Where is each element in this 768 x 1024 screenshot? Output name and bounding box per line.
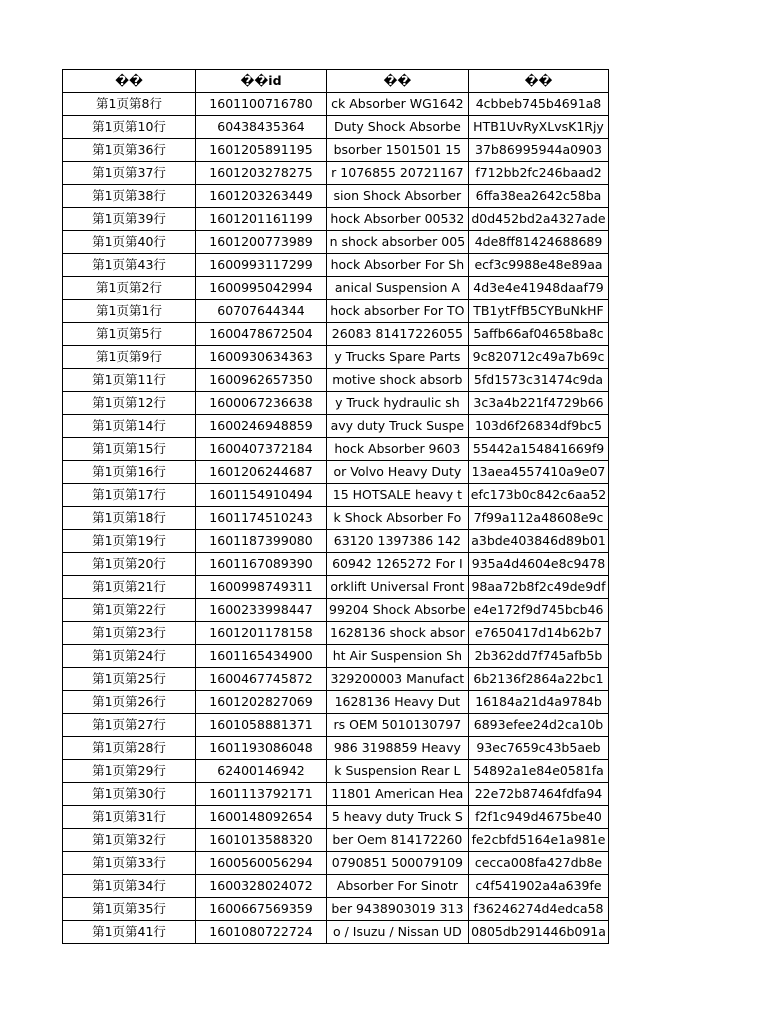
cell-image-key: 3c3a4b221f4729b66 <box>468 392 609 415</box>
cell-image-key: 6b2136f2864a22bc1 <box>468 668 609 691</box>
cell-id: 1600998749311 <box>196 576 327 599</box>
cell-position: 第1页第18行 <box>63 507 196 530</box>
cell-id: 1601205891195 <box>196 139 327 162</box>
cell-position: 第1页第14行 <box>63 415 196 438</box>
cell-title: hock Absorber 00532 <box>327 208 469 231</box>
cell-title: y Truck hydraulic sh <box>327 392 469 415</box>
cell-id: 1600993117299 <box>196 254 327 277</box>
table-row <box>63 806 609 829</box>
cell-position: 第1页第11行 <box>63 369 196 392</box>
cell-image-key: 54892a1e84e0581fa <box>468 760 609 783</box>
cell-id: 1600246948859 <box>196 415 327 438</box>
cell-image-key: f36246274d4edca58 <box>468 898 609 921</box>
table-row <box>63 254 609 277</box>
table-row <box>63 507 609 530</box>
cell-id: 1600930634363 <box>196 346 327 369</box>
cell-position: 第1页第8行 <box>63 93 196 116</box>
cell-title: ht Air Suspension Sh <box>327 645 469 668</box>
cell-position: 第1页第10行 <box>63 116 196 139</box>
cell-title: 5 heavy duty Truck S <box>327 806 469 829</box>
cell-title: r 1076855 20721167 <box>327 162 469 185</box>
cell-id: 1601187399080 <box>196 530 327 553</box>
cell-image-key: 93ec7659c43b5aeb <box>468 737 609 760</box>
table-row <box>63 898 609 921</box>
table-row <box>63 553 609 576</box>
cell-position: 第1页第34行 <box>63 875 196 898</box>
table-row <box>63 415 609 438</box>
cell-position: 第1页第43行 <box>63 254 196 277</box>
cell-id: 1601100716780 <box>196 93 327 116</box>
table-row <box>63 93 609 116</box>
cell-image-key: 55442a154841669f9 <box>468 438 609 461</box>
cell-title: rs OEM 5010130797 <box>327 714 469 737</box>
cell-title: orklift Universal Front <box>327 576 469 599</box>
cell-image-key: cecca008fa427db8e <box>468 852 609 875</box>
cell-position: 第1页第22行 <box>63 599 196 622</box>
cell-image-key: TB1ytFfB5CYBuNkHF <box>468 300 609 323</box>
cell-image-key: 4d3e4e41948daaf79 <box>468 277 609 300</box>
cell-title: motive shock absorb <box>327 369 469 392</box>
cell-title: bsorber 1501501 15 <box>327 139 469 162</box>
cell-position: 第1页第26行 <box>63 691 196 714</box>
cell-image-key: 103d6f26834df9bc5 <box>468 415 609 438</box>
cell-image-key: f712bb2fc246baad2 <box>468 162 609 185</box>
table-row <box>63 369 609 392</box>
column-header-position: �� <box>63 70 196 93</box>
cell-position: 第1页第30行 <box>63 783 196 806</box>
cell-image-key: 4de8ff81424688689 <box>468 231 609 254</box>
table-row <box>63 737 609 760</box>
cell-id: 1601201161199 <box>196 208 327 231</box>
cell-title: y Trucks Spare Parts <box>327 346 469 369</box>
cell-title: 0790851 500079109 <box>327 852 469 875</box>
cell-id: 1601203278275 <box>196 162 327 185</box>
cell-position: 第1页第23行 <box>63 622 196 645</box>
cell-position: 第1页第19行 <box>63 530 196 553</box>
table-row <box>63 231 609 254</box>
cell-image-key: 5affb66af04658ba8c <box>468 323 609 346</box>
cell-title: hock Absorber 9603 <box>327 438 469 461</box>
column-header-title: �� <box>327 70 469 93</box>
cell-image-key: 2b362dd7f745afb5b <box>468 645 609 668</box>
cell-title: 26083 81417226055 <box>327 323 469 346</box>
table-row <box>63 300 609 323</box>
cell-image-key: e4e172f9d745bcb46 <box>468 599 609 622</box>
cell-title: k Suspension Rear L <box>327 760 469 783</box>
cell-id: 1601202827069 <box>196 691 327 714</box>
cell-id: 62400146942 <box>196 760 327 783</box>
cell-title: Absorber For Sinotr <box>327 875 469 898</box>
cell-position: 第1页第24行 <box>63 645 196 668</box>
cell-position: 第1页第33行 <box>63 852 196 875</box>
cell-id: 1601193086048 <box>196 737 327 760</box>
table-row <box>63 691 609 714</box>
table-row <box>63 139 609 162</box>
table-row <box>63 277 609 300</box>
cell-position: 第1页第20行 <box>63 553 196 576</box>
cell-title: avy duty Truck Suspe <box>327 415 469 438</box>
cell-title: ck Absorber WG1642 <box>327 93 469 116</box>
cell-id: 1600467745872 <box>196 668 327 691</box>
cell-position: 第1页第9行 <box>63 346 196 369</box>
table-row <box>63 346 609 369</box>
cell-image-key: 0805db291446b091a <box>468 921 609 944</box>
cell-title: anical Suspension A <box>327 277 469 300</box>
cell-position: 第1页第37行 <box>63 162 196 185</box>
cell-image-key: 4cbbeb745b4691a8 <box>468 93 609 116</box>
cell-position: 第1页第21行 <box>63 576 196 599</box>
cell-id: 1601113792171 <box>196 783 327 806</box>
cell-id: 1601206244687 <box>196 461 327 484</box>
cell-title: Duty Shock Absorbe <box>327 116 469 139</box>
cell-title: k Shock Absorber Fo <box>327 507 469 530</box>
table-row <box>63 530 609 553</box>
column-header-id: ��id <box>196 70 327 93</box>
cell-title: 1628136 shock absor <box>327 622 469 645</box>
cell-image-key: f2f1c949d4675be40 <box>468 806 609 829</box>
cell-position: 第1页第35行 <box>63 898 196 921</box>
cell-title: 986 3198859 Heavy <box>327 737 469 760</box>
cell-id: 1600407372184 <box>196 438 327 461</box>
cell-title: 329200003 Manufact <box>327 668 469 691</box>
cell-title: hock absorber For TO <box>327 300 469 323</box>
cell-id: 1600667569359 <box>196 898 327 921</box>
table-row <box>63 714 609 737</box>
table-row <box>63 208 609 231</box>
column-header-image: �� <box>468 70 609 93</box>
table-row <box>63 576 609 599</box>
cell-image-key: ecf3c9988e48e89aa <box>468 254 609 277</box>
cell-position: 第1页第27行 <box>63 714 196 737</box>
cell-position: 第1页第29行 <box>63 760 196 783</box>
cell-id: 1601058881371 <box>196 714 327 737</box>
table-row <box>63 760 609 783</box>
cell-id: 1600995042994 <box>196 277 327 300</box>
cell-image-key: 935a4d4604e8c9478 <box>468 553 609 576</box>
cell-id: 1601154910494 <box>196 484 327 507</box>
cell-image-key: 6893efee24d2ca10b <box>468 714 609 737</box>
cell-position: 第1页第31行 <box>63 806 196 829</box>
table-row <box>63 668 609 691</box>
table-row <box>63 599 609 622</box>
cell-image-key: 22e72b87464fdfa94 <box>468 783 609 806</box>
cell-title: sion Shock Absorber <box>327 185 469 208</box>
table-row <box>63 875 609 898</box>
cell-title: n shock absorber 005 <box>327 231 469 254</box>
table-row <box>63 829 609 852</box>
table-row <box>63 645 609 668</box>
cell-id: 1600478672504 <box>196 323 327 346</box>
table-row <box>63 921 609 944</box>
cell-id: 60707644344 <box>196 300 327 323</box>
cell-title: hock Absorber For Sh <box>327 254 469 277</box>
cell-id: 1600148092654 <box>196 806 327 829</box>
table-row <box>63 116 609 139</box>
table-row <box>63 162 609 185</box>
cell-id: 1600962657350 <box>196 369 327 392</box>
cell-title: 99204 Shock Absorbe <box>327 599 469 622</box>
cell-position: 第1页第41行 <box>63 921 196 944</box>
cell-id: 1601200773989 <box>196 231 327 254</box>
cell-position: 第1页第16行 <box>63 461 196 484</box>
cell-title: 60942 1265272 For I <box>327 553 469 576</box>
cell-image-key: HTB1UvRyXLvsK1Rjy <box>468 116 609 139</box>
cell-id: 60438435364 <box>196 116 327 139</box>
cell-title: 15 HOTSALE heavy t <box>327 484 469 507</box>
cell-title: ber 9438903019 313 <box>327 898 469 921</box>
cell-image-key: a3bde403846d89b01 <box>468 530 609 553</box>
cell-id: 1601174510243 <box>196 507 327 530</box>
table-row <box>63 852 609 875</box>
cell-id: 1601165434900 <box>196 645 327 668</box>
cell-position: 第1页第28行 <box>63 737 196 760</box>
table-row <box>63 484 609 507</box>
cell-image-key: 6ffa38ea2642c58ba <box>468 185 609 208</box>
cell-title: ber Oem 814172260 <box>327 829 469 852</box>
cell-image-key: 9c820712c49a7b69c <box>468 346 609 369</box>
table-row <box>63 783 609 806</box>
cell-image-key: efc173b0c842c6aa52 <box>468 484 609 507</box>
cell-position: 第1页第5行 <box>63 323 196 346</box>
cell-image-key: 7f99a112a48608e9c <box>468 507 609 530</box>
cell-position: 第1页第1行 <box>63 300 196 323</box>
cell-position: 第1页第17行 <box>63 484 196 507</box>
data-table <box>62 69 609 944</box>
cell-id: 1601013588320 <box>196 829 327 852</box>
cell-title: 63120 1397386 142 <box>327 530 469 553</box>
cell-image-key: d0d452bd2a4327ade <box>468 208 609 231</box>
cell-title: or Volvo Heavy Duty <box>327 461 469 484</box>
cell-id: 1601167089390 <box>196 553 327 576</box>
cell-id: 1600560056294 <box>196 852 327 875</box>
table-row <box>63 185 609 208</box>
cell-id: 1601080722724 <box>196 921 327 944</box>
cell-position: 第1页第36行 <box>63 139 196 162</box>
cell-position: 第1页第25行 <box>63 668 196 691</box>
cell-image-key: e7650417d14b62b7 <box>468 622 609 645</box>
cell-title: 1628136 Heavy Dut <box>327 691 469 714</box>
cell-position: 第1页第15行 <box>63 438 196 461</box>
cell-image-key: 98aa72b8f2c49de9df <box>468 576 609 599</box>
cell-id: 1601203263449 <box>196 185 327 208</box>
table-row <box>63 438 609 461</box>
cell-position: 第1页第39行 <box>63 208 196 231</box>
table-row <box>63 622 609 645</box>
cell-image-key: fe2cbfd5164e1a981e <box>468 829 609 852</box>
cell-image-key: c4f541902a4a639fe <box>468 875 609 898</box>
cell-id: 1600328024072 <box>196 875 327 898</box>
cell-image-key: 16184a21d4a9784b <box>468 691 609 714</box>
cell-title: o / Isuzu / Nissan UD <box>327 921 469 944</box>
cell-position: 第1页第2行 <box>63 277 196 300</box>
header-row <box>63 70 609 93</box>
cell-position: 第1页第32行 <box>63 829 196 852</box>
cell-position: 第1页第12行 <box>63 392 196 415</box>
table-row <box>63 392 609 415</box>
cell-id: 1601201178158 <box>196 622 327 645</box>
cell-id: 1600233998447 <box>196 599 327 622</box>
cell-position: 第1页第38行 <box>63 185 196 208</box>
cell-title: 11801 American Hea <box>327 783 469 806</box>
cell-image-key: 5fd1573c31474c9da <box>468 369 609 392</box>
table-row <box>63 461 609 484</box>
cell-image-key: 37b86995944a0903 <box>468 139 609 162</box>
cell-image-key: 13aea4557410a9e07 <box>468 461 609 484</box>
cell-position: 第1页第40行 <box>63 231 196 254</box>
table-row <box>63 323 609 346</box>
cell-id: 1600067236638 <box>196 392 327 415</box>
